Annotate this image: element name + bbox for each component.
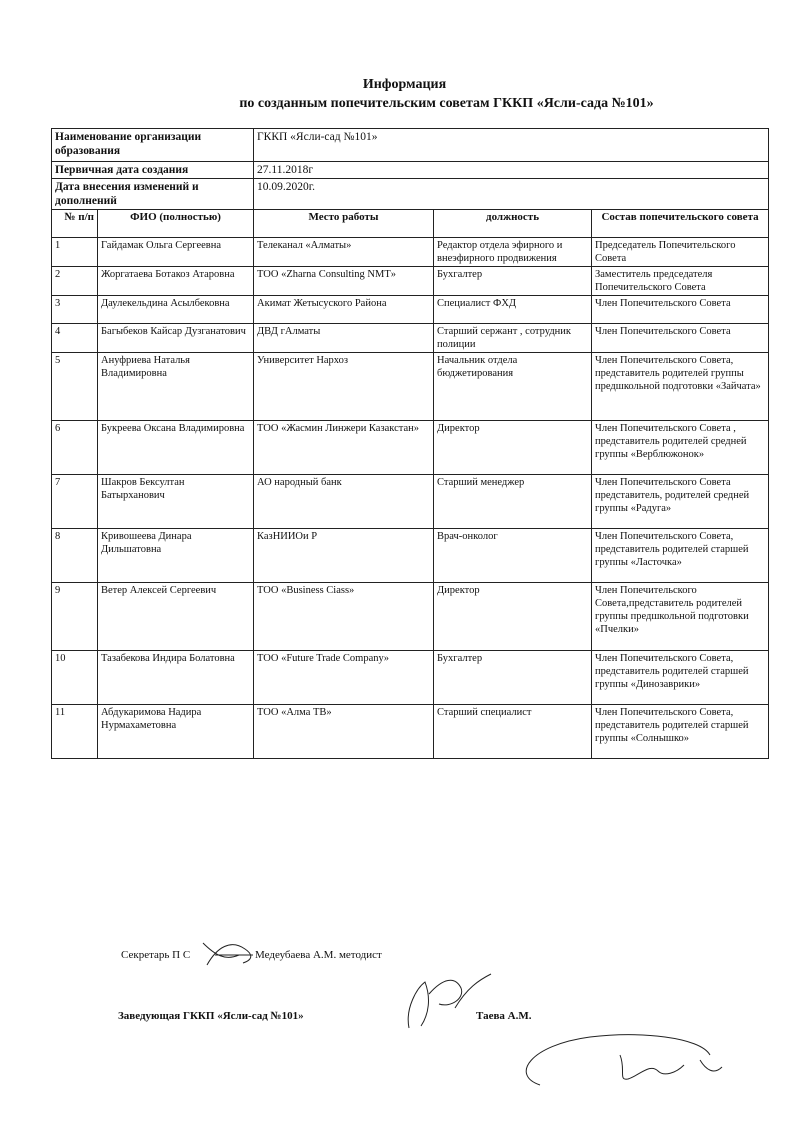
row-council-role: Заместитель председателя Попечительского Совета xyxy=(592,267,769,296)
table-row xyxy=(52,324,769,353)
table-row xyxy=(52,353,769,421)
row-number: 11 xyxy=(52,705,98,759)
row-council-role: Член Попечительского Совета,представитель родителей группы предшкольной подготовки «Пчелки» xyxy=(592,583,769,651)
council-table xyxy=(51,128,769,759)
table-row xyxy=(52,705,769,759)
row-council-role: Член Попечительского Совета, представитель родителей группы предшкольной подготовки «Зайчата» xyxy=(592,353,769,421)
row-council-role: Член Попечительского Совета xyxy=(592,324,769,353)
info-label: Первичная дата создания xyxy=(52,162,254,179)
row-position: Директор xyxy=(434,583,592,651)
header-workplace: Место работы xyxy=(254,210,434,238)
header-name: ФИО (полностью) xyxy=(98,210,254,238)
table-row xyxy=(52,529,769,583)
row-name: Тазабекова Индира Болатовна xyxy=(98,651,254,705)
secretary-name: Медеубаева А.М. методист xyxy=(255,949,382,961)
row-position: Старший сержант , сотрудник полиции xyxy=(434,324,592,353)
row-workplace: ТОО «Жасмин Линжери Казакстан» xyxy=(254,421,434,475)
document-subtitle: по созданным попечительским советам ГККП «Ясли-сада №101» xyxy=(239,96,654,111)
table-row xyxy=(52,583,769,651)
row-council-role: Член Попечительского Совета представитель, родителей средней группы «Радуга» xyxy=(592,475,769,529)
row-council-role: Член Попечительского Совета, представитель родителей старшей группы «Динозаврики» xyxy=(592,651,769,705)
row-number: 2 xyxy=(52,267,98,296)
row-name: Жоргатаева Ботакоз Атаровна xyxy=(98,267,254,296)
row-workplace: ДВД гАлматы xyxy=(254,324,434,353)
head-label xyxy=(118,1009,304,1023)
row-name: Гайдамак Ольга Сергеевна xyxy=(98,238,254,267)
row-position: Специалист ФХД xyxy=(434,296,592,324)
row-position: Бухгалтер xyxy=(434,267,592,296)
row-name: Ануфриева Наталья Владимировна xyxy=(98,353,254,421)
row-position: Начальник отдела бюджетирования xyxy=(434,353,592,421)
head-label-text: Заведующая ГККП «Ясли-сад №101» xyxy=(118,1010,304,1022)
row-council-role: Член Попечительского Совета , представитель родителей средней группы «Верблюжонок» xyxy=(592,421,769,475)
row-position: Старший специалист xyxy=(434,705,592,759)
row-workplace: КазНИИОи Р xyxy=(254,529,434,583)
info-value: 27.11.2018г xyxy=(254,162,769,179)
row-number: 7 xyxy=(52,475,98,529)
row-council-role: Член Попечительского Совета, представитель родителей старшей группы «Солнышко» xyxy=(592,705,769,759)
row-council-role: Председатель Попечительского Совета xyxy=(592,238,769,267)
table-header-row xyxy=(52,210,769,238)
row-name: Букреева Оксана Владимировна xyxy=(98,421,254,475)
row-workplace: АО народный банк xyxy=(254,475,434,529)
row-workplace: ТОО «Business Ciass» xyxy=(254,583,434,651)
row-name: Кривошеева Динара Дильшатовна xyxy=(98,529,254,583)
row-council-role: Член Попечительского Совета, представитель родителей старшей группы «Ласточка» xyxy=(592,529,769,583)
row-number: 8 xyxy=(52,529,98,583)
info-label: Наименование организации образования xyxy=(52,129,254,162)
row-number: 9 xyxy=(52,583,98,651)
row-position: Старший менеджер xyxy=(434,475,592,529)
table-row xyxy=(52,651,769,705)
table-row xyxy=(52,475,769,529)
head-name-text: Таева А.М. xyxy=(476,1010,532,1022)
header-number: № п/п xyxy=(52,210,98,238)
head-stamp-signature xyxy=(500,1015,740,1095)
row-position: Врач-онколог xyxy=(434,529,592,583)
table-row xyxy=(52,296,769,324)
info-label: Дата внесения изменений и дополнений xyxy=(52,179,254,210)
row-name: Шакров Бексултан Батырханович xyxy=(98,475,254,529)
info-row-changed xyxy=(52,179,769,210)
table-body xyxy=(52,238,769,759)
row-number: 4 xyxy=(52,324,98,353)
info-row-org xyxy=(52,129,769,162)
header-position: должность xyxy=(434,210,592,238)
row-number: 3 xyxy=(52,296,98,324)
header-council-role: Состав попечительского совета xyxy=(592,210,769,238)
secretary-prefix: Секретарь П С xyxy=(121,949,191,961)
row-number: 10 xyxy=(52,651,98,705)
row-workplace: Телеканал «Алматы» xyxy=(254,238,434,267)
info-row-created xyxy=(52,162,769,179)
row-number: 5 xyxy=(52,353,98,421)
row-name: Даулекельдина Асылбековна xyxy=(98,296,254,324)
table-row xyxy=(52,421,769,475)
row-workplace: ТОО «Алма ТВ» xyxy=(254,705,434,759)
row-position: Бухгалтер xyxy=(434,651,592,705)
head-signature xyxy=(395,968,505,1038)
row-position: Редактор отдела эфирного и внеэфирного продвижения xyxy=(434,238,592,267)
row-workplace: ТОО «Zharna Consulting NMT» xyxy=(254,267,434,296)
table-row xyxy=(52,267,769,296)
row-name: Абдукаримова Надира Нурмахаметовна xyxy=(98,705,254,759)
row-workplace: Акимат Жетысуского Района xyxy=(254,296,434,324)
row-workplace: Университет Нархоз xyxy=(254,353,434,421)
row-name: Багыбеков Кайсар Дузганатович xyxy=(98,324,254,353)
table-row xyxy=(52,238,769,267)
row-number: 1 xyxy=(52,238,98,267)
row-name: Ветер Алексей Сергеевич xyxy=(98,583,254,651)
row-position: Директор xyxy=(434,421,592,475)
row-workplace: ТОО «Future Trade Company» xyxy=(254,651,434,705)
row-number: 6 xyxy=(52,421,98,475)
info-value: 10.09.2020г. xyxy=(254,179,769,210)
document-title: Информация xyxy=(362,77,447,92)
info-value: ГККП «Ясли-сад №101» xyxy=(254,129,769,162)
row-council-role: Член Попечительского Совета xyxy=(592,296,769,324)
